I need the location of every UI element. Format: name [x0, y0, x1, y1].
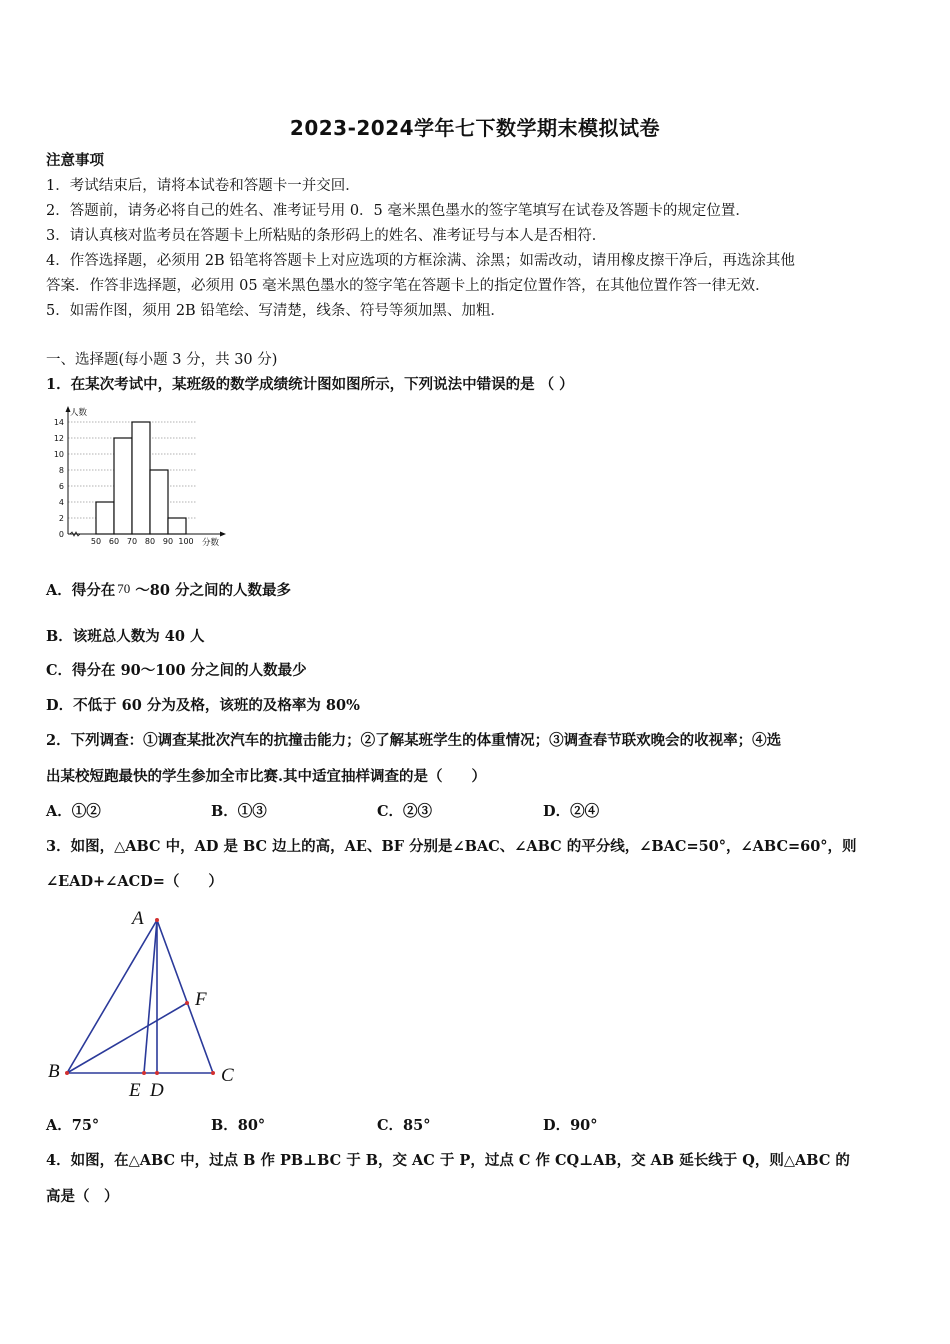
bisector-ae — [144, 920, 157, 1073]
page-title: 2023-2024学年七下数学期末模拟试卷 — [289, 116, 661, 140]
histogram-chart — [46, 404, 232, 550]
notice-item: 5．如需作图，须用 2B 铅笔绘、写清楚，线条、符号等须加黑、加粗． — [46, 303, 505, 319]
point-c — [211, 1071, 215, 1075]
q1-option-c: C．得分在 90～100 分之间的人数最少 — [46, 662, 307, 679]
q1-option-a-pre: A．得分在 — [46, 582, 116, 599]
notice-item: 3．请认真核对监考员在答题卡上所粘贴的条形码上的姓名、准考证号与本人是否相符． — [46, 228, 607, 244]
q3-option-b: B．80° — [211, 1117, 266, 1134]
q2-stem-line2: 出某校短跑最快的学生参加全市比赛.其中适宜抽样调查的是（ ） — [46, 768, 487, 785]
label-d: D — [150, 1080, 164, 1100]
label-a: A — [132, 908, 144, 929]
label-b: B — [48, 1061, 60, 1082]
q2-stem-line1: 2．下列调查：①调查某批次汽车的抗撞击能力；②了解某班学生的体重情况；③调查春节联欢晚会的收视率；④选 — [46, 732, 782, 749]
point-f — [185, 1001, 189, 1005]
bisector-bf — [67, 1003, 187, 1073]
q2-option-c: C．②③ — [377, 803, 433, 820]
chart-xlabel: 分数 — [202, 538, 220, 548]
label-f: F — [195, 989, 207, 1010]
q2-option-d: D．②④ — [543, 803, 600, 820]
triangle-abc — [67, 920, 213, 1073]
x-axis-arrow — [220, 532, 226, 537]
q2-option-a: A．①② — [46, 803, 101, 820]
triangle-figure — [40, 905, 240, 1100]
section-heading: 一、选择题(每小题 3 分，共 30 分) — [46, 352, 278, 368]
notice-heading: 注意事项 — [46, 152, 104, 169]
q1-option-b: B．该班总人数为 40 人 — [46, 628, 205, 645]
point-e — [142, 1071, 146, 1075]
notice-item: 答案．作答非选择题，必须用 05 毫米黑色墨水的签字笔在答题卡上的指定位置作答，在其他位置作答一律无效． — [46, 278, 770, 294]
histogram-bar — [96, 502, 114, 534]
y-tick-label: 12 — [53, 434, 64, 443]
x-tick-label: 50 — [90, 537, 102, 546]
point-b — [65, 1071, 69, 1075]
label-e: E — [129, 1080, 141, 1100]
x-tick-label: 60 — [108, 537, 120, 546]
point-a — [155, 918, 159, 922]
q1-option-a — [46, 582, 291, 600]
q3-stem-line2: ∠EAD+∠ACD=（ ） — [46, 873, 223, 890]
chart-ylabel: 人数 — [70, 408, 88, 418]
x-tick-label: 80 — [144, 537, 156, 546]
histogram-bar — [114, 438, 132, 534]
q1-option-a-sup: 70 — [117, 581, 131, 596]
q4-stem-line1: 4．如图，在△ABC 中，过点 B 作 PB⊥BC 于 B，交 AC 于 P，过点 C 作 CQ⊥AB，交 AB 延长线于 Q，则△ABC 的 — [46, 1152, 850, 1169]
q4-stem-line2: 高是（ ） — [46, 1188, 119, 1205]
histogram-bar — [132, 422, 150, 534]
y-tick-label: 6 — [58, 482, 64, 491]
q1-option-d: D．不低于 60 分为及格，该班的及格率为 80% — [46, 697, 360, 714]
q3-option-c: C．85° — [377, 1117, 431, 1134]
notice-item: 1．考试结束后，请将本试卷和答题卡一并交回． — [46, 178, 360, 194]
q3-option-d: D．90° — [543, 1117, 598, 1134]
notice-item: 2．答题前，请务必将自己的姓名、准考证号用 0．5 毫米黑色墨水的签字笔填写在试卷及答题卡的规定位置． — [46, 203, 750, 219]
x-tick-label: 90 — [162, 537, 174, 546]
x-tick-label: 100 — [178, 537, 194, 546]
x-tick-label: 70 — [126, 537, 138, 546]
q1-option-a-post: ～80 分之间的人数最多 — [135, 582, 291, 599]
label-c: C — [221, 1065, 234, 1086]
q3-option-a: A．75° — [46, 1117, 100, 1134]
q1-stem: 1．在某次考试中，某班级的数学成绩统计图如图所示，下列说法中错误的是 （ ） — [46, 376, 574, 393]
y-tick-label: 10 — [53, 450, 64, 459]
y-tick-label: 8 — [58, 466, 64, 475]
q2-option-b: B．①③ — [211, 803, 267, 820]
y-tick-label: 2 — [58, 514, 64, 523]
histogram-bar — [150, 470, 168, 534]
chart-bars — [96, 422, 186, 534]
notice-item: 4．作答选择题，必须用 2B 铅笔将答题卡上对应选项的方框涂满、涂黑；如需改动，请用橡皮擦干净后，再选涂其他 — [46, 253, 795, 269]
y-tick-label: 14 — [53, 418, 64, 427]
histogram-bar — [168, 518, 186, 534]
point-d — [155, 1071, 159, 1075]
y-tick-label: 4 — [58, 498, 64, 507]
q3-stem-line1: 3．如图，△ABC 中，AD 是 BC 边上的高，AE、BF 分别是∠BAC、∠ABC 的平分线，∠BAC=50°，∠ABC=60°，则 — [46, 838, 857, 855]
y-tick-label: 0 — [58, 530, 64, 539]
